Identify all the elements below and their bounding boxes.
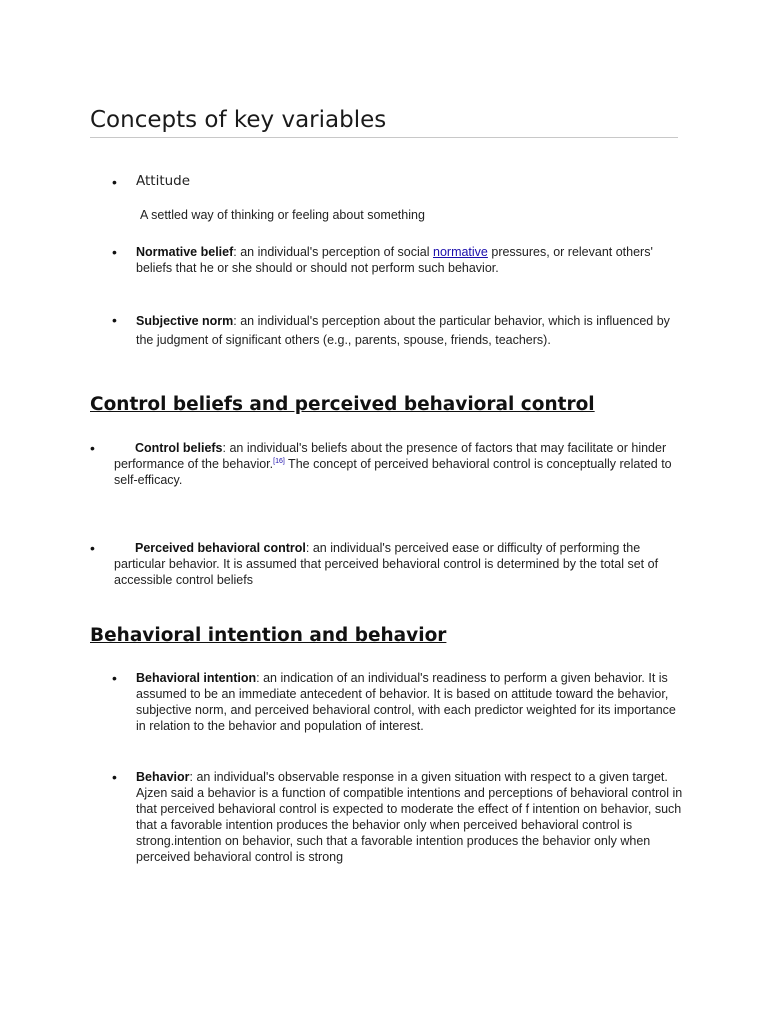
bullet-behavioral-intention: • xyxy=(112,670,117,686)
bullet-normative-belief: • xyxy=(112,244,117,260)
page-title: Concepts of key variables xyxy=(90,106,678,138)
attitude-definition: A settled way of thinking or feeling about something xyxy=(140,208,425,222)
list-item-behavior xyxy=(136,769,684,865)
perceived-control-term: Perceived behavioral control xyxy=(135,541,306,555)
normative-belief-term: Normative belief xyxy=(136,245,234,259)
list-item-subjective-norm xyxy=(136,312,684,350)
list-item-normative-belief xyxy=(136,244,684,276)
bullet-perceived-control: • xyxy=(90,540,95,556)
behavioral-intention-term: Behavioral intention xyxy=(136,671,257,685)
list-item-control-beliefs xyxy=(114,440,682,488)
section-heading-control: Control beliefs and perceived behavioral control xyxy=(90,394,595,415)
normative-belief-text-2: pressures, or relevant others' beliefs that he or she should or should not perform such behavior. xyxy=(136,245,653,275)
normative-link[interactable]: normative xyxy=(433,245,488,259)
control-beliefs-text-1: : an individual's beliefs about the presence of factors that may facilitate or hinder performance of the behavior. xyxy=(114,441,667,471)
behavioral-intention-text: : an indication of an individual's readiness to perform a given behavior. It is assumed to be an immediate antecedent of behavior. It is based on attitude toward the behavior, subjective norm, and perceived behavioral control, with each predictor weighted for its importance in relation to the behavior and population of interest. xyxy=(136,671,676,733)
citation-ref[interactable]: [16] xyxy=(273,457,285,465)
list-item-behavioral-intention xyxy=(136,670,684,734)
perceived-control-text: : an individual's perceived ease or difficulty of performing the particular behavior. It is assumed that perceived behavioral control is determined by the total set of accessible control beliefs xyxy=(114,541,659,587)
behavior-term: Behavior xyxy=(136,770,190,784)
bullet-subjective-norm: • xyxy=(112,312,117,328)
list-item-attitude xyxy=(136,173,684,189)
bullet-behavior: • xyxy=(112,769,117,785)
subjective-norm-term: Subjective norm xyxy=(136,314,234,328)
section-heading-intention: Behavioral intention and behavior xyxy=(90,625,447,646)
control-beliefs-term: Control beliefs xyxy=(135,441,223,455)
bullet-attitude: • xyxy=(112,174,117,190)
bullet-control-beliefs: • xyxy=(90,440,95,456)
control-beliefs-text-2: The concept of perceived behavioral control is conceptually related to self-efficacy. xyxy=(114,457,672,487)
behavior-text: : an individual's observable response in a given situation with respect to a given target. Ajzen said a behavior is a function of compatible intentions and perceptions of behavioral control in that perceived behavioral control is expected to moderate the effect of f intention on behavior, such that a favorable intention produces the behavior only when perceived behavioral control is strong.intention on behavior, such that a favorable intention produces the behavior only when perceived behavioral control is strong xyxy=(136,770,683,864)
list-item-perceived-control xyxy=(114,540,682,588)
subjective-norm-text: : an individual's perception about the particular behavior, which is influenced by the judgment of significant others (e.g., parents, spouse, friends, teachers). xyxy=(136,314,670,347)
normative-belief-text-1: : an individual's perception of social xyxy=(233,245,433,259)
attitude-term: Attitude xyxy=(136,173,191,189)
